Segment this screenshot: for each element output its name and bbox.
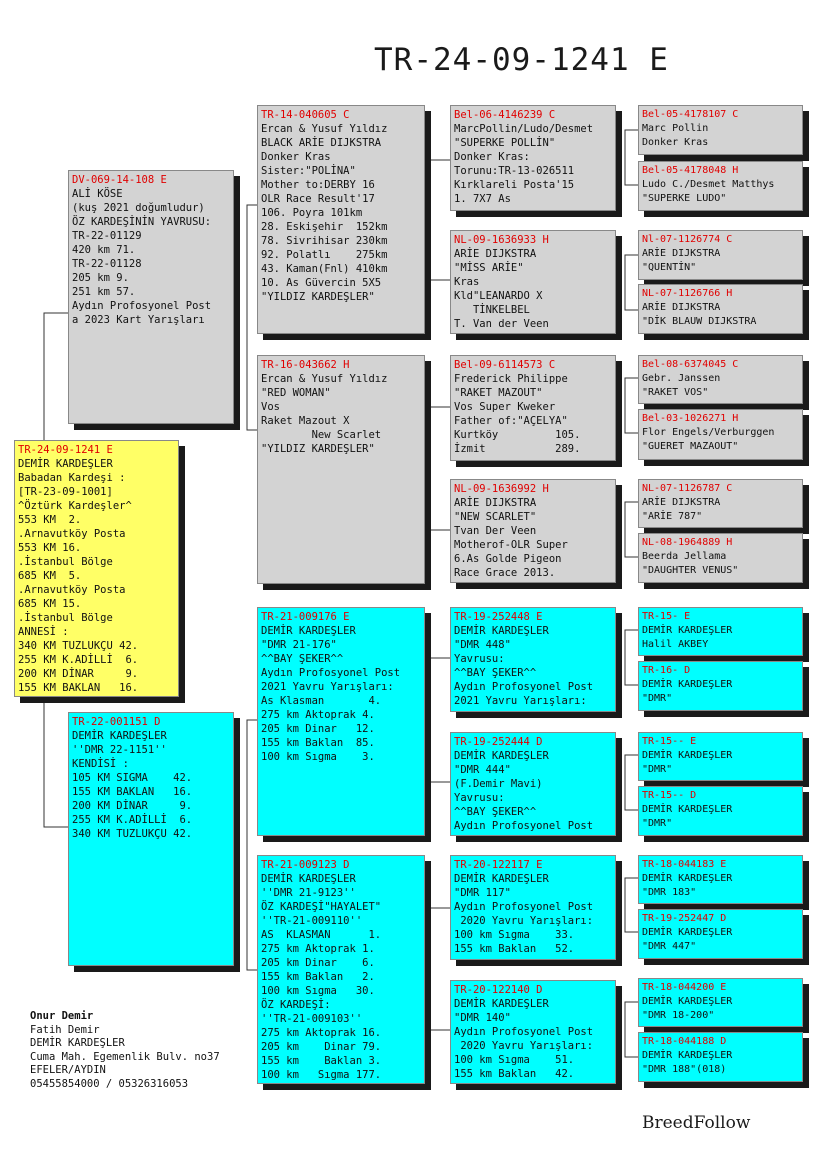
detail-line: .İstanbul Bölge bbox=[18, 612, 113, 624]
detail-line: DEMİR KARDEŞLER bbox=[642, 873, 733, 884]
ring-number: TR-15- E bbox=[642, 611, 691, 622]
detail-line: Aydın Profosyonel Post bbox=[454, 901, 594, 913]
detail-line: DEMİR KARDEŞLER bbox=[454, 625, 549, 637]
detail-line: As Klasman 4. bbox=[261, 695, 382, 707]
gen5-card-14 bbox=[638, 909, 803, 959]
detail-line: [TR-23-09-1001] bbox=[18, 486, 113, 498]
ring-number: TR-18-044200 E bbox=[642, 982, 727, 993]
gen5-card-2 bbox=[638, 161, 803, 211]
sire-dam-dam-card bbox=[450, 479, 616, 583]
card-details bbox=[642, 426, 799, 454]
detail-line: TR-22-01129 bbox=[72, 230, 142, 242]
detail-line: ARİE DIJKSTRA bbox=[642, 248, 721, 259]
sire-dam-sire-card bbox=[450, 355, 616, 461]
detail-line: 685 KM 5. bbox=[18, 570, 82, 582]
detail-line: ALİ KÖSE bbox=[72, 188, 123, 200]
card-details bbox=[642, 247, 799, 275]
detail-line: Sister:"POLİNA" bbox=[261, 165, 356, 177]
detail-line: "DMR 183" bbox=[642, 887, 697, 898]
detail-line: Kırklareli Posta'15 bbox=[454, 179, 575, 191]
detail-line: ^^BAY ŞEKER^^ bbox=[454, 667, 537, 679]
ring-number: NL-09-1636933 H bbox=[454, 234, 549, 246]
ring-number: Bel-08-6374045 C bbox=[642, 359, 739, 370]
detail-line: DEMİR KARDEŞLER bbox=[454, 873, 549, 885]
card-details bbox=[642, 872, 799, 900]
card-details bbox=[72, 729, 230, 841]
ring-number: TR-20-122117 E bbox=[454, 859, 543, 871]
detail-line: "GUERET MAZAOUT" bbox=[642, 441, 739, 452]
dam-dam-dam-card bbox=[450, 980, 616, 1084]
detail-line: "YILDIZ KARDEŞLER" bbox=[261, 443, 375, 455]
gen5-card-7 bbox=[638, 479, 803, 528]
detail-line: BLACK ARİE DIJKSTRA bbox=[261, 137, 382, 149]
detail-line: DEMİR KARDEŞLER bbox=[261, 625, 356, 637]
detail-line: T. Van der Veen bbox=[454, 318, 549, 330]
card-details bbox=[642, 995, 799, 1023]
detail-line: Marc Pollin bbox=[642, 123, 709, 134]
detail-line: DEMİR KARDEŞLER bbox=[642, 679, 733, 690]
detail-line: 100 km Sıgma 3. bbox=[261, 751, 375, 763]
detail-line: "DMR 117" bbox=[454, 887, 511, 899]
sire-sire-sire-card bbox=[450, 105, 616, 211]
detail-line: "DMR 18-200" bbox=[642, 1010, 715, 1021]
ring-number: TR-16- D bbox=[642, 665, 691, 676]
ring-number: TR-14-040605 C bbox=[261, 109, 350, 121]
detail-line: "DMR" bbox=[642, 693, 673, 704]
ring-number: TR-19-252444 D bbox=[454, 736, 543, 748]
card-details bbox=[261, 624, 421, 764]
gen5-card-8 bbox=[638, 533, 803, 583]
detail-line: 255 KM K.ADİLLİ 6. bbox=[72, 814, 193, 826]
detail-line: "NEW SCARLET" bbox=[454, 511, 537, 523]
detail-line: 100 km Sıgma 51. bbox=[454, 1054, 575, 1066]
detail-line: KENDİSİ : bbox=[72, 758, 129, 770]
detail-line: DEMİR KARDEŞLER bbox=[642, 1050, 733, 1061]
detail-line: İzmit 289. bbox=[454, 443, 581, 455]
detail-line: 43. Kaman(Fnl) 410km bbox=[261, 263, 388, 275]
detail-line: New Scarlet bbox=[261, 429, 382, 441]
detail-line: 28. Eskişehir 152km bbox=[261, 221, 388, 233]
detail-line: Kld"LEANARDO X bbox=[454, 290, 543, 302]
detail-line: 106. Poyra 101km bbox=[261, 207, 363, 219]
detail-line: 10. As Güvercin 5X5 bbox=[261, 277, 382, 289]
detail-line: 92. Polatlı 275km bbox=[261, 249, 388, 261]
detail-line: "MİSS ARİE" bbox=[454, 262, 524, 274]
detail-line: 340 KM TUZLUKÇU 42. bbox=[72, 828, 193, 840]
dam-sire-sire-card bbox=[450, 607, 616, 712]
detail-line: DEMİR KARDEŞLER bbox=[72, 730, 167, 742]
ring-number: Bel-03-1026271 H bbox=[642, 413, 739, 424]
detail-line: 340 KM TUZLUKÇU 42. bbox=[18, 640, 139, 652]
detail-line: Race Grace 2013. bbox=[454, 567, 556, 579]
detail-line: ''DMR 22-1151'' bbox=[72, 744, 167, 756]
detail-line: "SUPERKE POLLİN" bbox=[454, 137, 556, 149]
detail-line: Raket Mazout X bbox=[261, 415, 350, 427]
card-details bbox=[18, 457, 175, 695]
dam-card bbox=[68, 712, 234, 966]
gen5-card-13 bbox=[638, 855, 803, 904]
ring-number: TR-21-009123 D bbox=[261, 859, 350, 871]
detail-line: DEMİR KARDEŞLER bbox=[642, 804, 733, 815]
gen5-card-9 bbox=[638, 607, 803, 656]
card-details bbox=[642, 550, 799, 578]
detail-line: "DAUGHTER VENUS" bbox=[642, 565, 739, 576]
detail-line: 155 km Baklan 3. bbox=[261, 1055, 382, 1067]
detail-line: 275 km Aktoprak 1. bbox=[261, 943, 375, 955]
ring-number: TR-19-252447 D bbox=[642, 913, 727, 924]
card-details bbox=[454, 749, 612, 833]
detail-line: .İstanbul Bölge bbox=[18, 556, 113, 568]
detail-line: ''TR-21-009103'' bbox=[261, 1013, 363, 1025]
detail-line: "DMR 188"(018) bbox=[642, 1064, 727, 1075]
sire-card bbox=[68, 170, 234, 424]
detail-line: Aydın Profosyonel Post bbox=[454, 681, 594, 693]
detail-line: "DİK BLAUW DIJKSTRA bbox=[642, 316, 757, 327]
detail-line: Halil AKBEY bbox=[642, 639, 709, 650]
brand-logo: BreedFollow bbox=[642, 1113, 751, 1133]
card-details bbox=[642, 178, 799, 206]
ring-number: NL-08-1964889 H bbox=[642, 537, 733, 548]
detail-line: Torunu:TR-13-026511 bbox=[454, 165, 575, 177]
detail-line: DEMİR KARDEŞLER bbox=[18, 458, 113, 470]
detail-line: 78. Sivrihisar 230km bbox=[261, 235, 388, 247]
detail-line: 205 km Dinar 6. bbox=[261, 957, 375, 969]
card-details bbox=[454, 122, 612, 206]
detail-line: ''DMR 21-9123'' bbox=[261, 887, 356, 899]
sire-sire-dam-card bbox=[450, 230, 616, 334]
dam-sire-dam-card bbox=[450, 732, 616, 836]
card-details bbox=[642, 926, 799, 954]
detail-line: AS KLASMAN 1. bbox=[261, 929, 382, 941]
detail-line: "QUENTİN" bbox=[642, 262, 697, 273]
ring-number: TR-21-009176 E bbox=[261, 611, 350, 623]
detail-line: ANNESİ : bbox=[18, 626, 69, 638]
detail-line: Kurtköy 105. bbox=[454, 429, 581, 441]
detail-line: OLR Race Result'17 bbox=[261, 193, 375, 205]
ring-number: TR-15-- E bbox=[642, 736, 697, 747]
card-details bbox=[642, 1049, 799, 1077]
gen5-card-10 bbox=[638, 661, 803, 711]
ring-number: TR-22-001151 D bbox=[72, 716, 161, 728]
detail-line: "DMR 447" bbox=[642, 941, 697, 952]
detail-line: 251 km 57. bbox=[72, 286, 136, 298]
gen5-card-15 bbox=[638, 978, 803, 1027]
detail-line: 105 KM SIGMA 42. bbox=[72, 772, 193, 784]
dam-sire-card bbox=[257, 607, 425, 836]
detail-line: 155 KM BAKLAN 16. bbox=[18, 682, 139, 694]
detail-line: "DMR 444" bbox=[454, 764, 511, 776]
card-details bbox=[261, 872, 421, 1082]
owner-line: DEMİR KARDEŞLER bbox=[30, 1037, 125, 1049]
ring-number: NL-07-1126787 C bbox=[642, 483, 733, 494]
card-details bbox=[642, 749, 799, 777]
detail-line: Beerda Jellama bbox=[642, 551, 727, 562]
detail-line: 155 km Baklan 2. bbox=[261, 971, 375, 983]
card-details bbox=[72, 187, 230, 327]
detail-line: ÖZ KARDEŞİNİN YAVRUSU: bbox=[72, 216, 212, 228]
detail-line: 553 KM 16. bbox=[18, 542, 82, 554]
detail-line: Ercan & Yusuf Yıldız bbox=[261, 123, 388, 135]
detail-line: ^^BAY ŞEKER^^ bbox=[261, 653, 344, 665]
detail-line: Motherof-OLR Super bbox=[454, 539, 568, 551]
owner-line: EFELER/AYDIN bbox=[30, 1064, 106, 1076]
owner-info bbox=[30, 1010, 220, 1091]
ring-number: TR-20-122140 D bbox=[454, 984, 543, 996]
detail-line: DEMİR KARDEŞLER bbox=[642, 927, 733, 938]
detail-line: DEMİR KARDEŞLER bbox=[261, 873, 356, 885]
card-details bbox=[454, 624, 612, 708]
card-details bbox=[642, 372, 799, 400]
card-details bbox=[642, 803, 799, 831]
detail-line: 100 km Sıgma 30. bbox=[261, 985, 375, 997]
detail-line: DEMİR KARDEŞLER bbox=[642, 996, 733, 1007]
ring-number: Bel-05-4178107 C bbox=[642, 109, 739, 120]
detail-line: Aydın Profosyonel Post bbox=[72, 300, 212, 312]
detail-line: Kras bbox=[454, 276, 480, 288]
detail-line: ''TR-21-009110'' bbox=[261, 915, 363, 927]
detail-line: 255 KM K.ADİLLİ 6. bbox=[18, 654, 139, 666]
detail-line: 200 KM DİNAR 9. bbox=[18, 668, 139, 680]
detail-line: "DMR 21-176" bbox=[261, 639, 337, 651]
detail-line: Donker Kras: bbox=[454, 151, 530, 163]
detail-line: 2020 Yavru Yarışları: bbox=[454, 915, 594, 927]
detail-line: 205 km 9. bbox=[72, 272, 129, 284]
dam-dam-card bbox=[257, 855, 425, 1084]
sire-sire-card bbox=[257, 105, 425, 334]
ring-number: NL-09-1636992 H bbox=[454, 483, 549, 495]
detail-line: "YILDIZ KARDEŞLER" bbox=[261, 291, 375, 303]
detail-line: DEMİR KARDEŞLER bbox=[642, 750, 733, 761]
ring-number: Bel-09-6114573 C bbox=[454, 359, 556, 371]
detail-line: Mother to:DERBY 16 bbox=[261, 179, 375, 191]
detail-line: 155 KM BAKLAN 16. bbox=[72, 786, 193, 798]
detail-line: 155 km Baklan 52. bbox=[454, 943, 575, 955]
detail-line: Yavrusu: bbox=[454, 653, 505, 665]
detail-line: "DMR 140" bbox=[454, 1012, 511, 1024]
detail-line: "DMR 448" bbox=[454, 639, 511, 651]
owner-line: Cuma Mah. Egemenlik Bulv. no37 bbox=[30, 1050, 220, 1063]
detail-line: .Arnavutköy Posta bbox=[18, 584, 126, 596]
detail-line: TİNKELBEL bbox=[454, 304, 530, 316]
detail-line: Yavrusu: bbox=[454, 792, 505, 804]
card-details bbox=[642, 301, 799, 329]
subject-card bbox=[14, 440, 179, 697]
detail-line: (kuş 2021 doğumludur) bbox=[72, 202, 205, 214]
detail-line: Donker Kras bbox=[261, 151, 331, 163]
card-details bbox=[454, 372, 612, 456]
detail-line: DEMİR KARDEŞLER bbox=[454, 998, 549, 1010]
ring-number: TR-24-09-1241 E bbox=[18, 444, 113, 456]
dam-dam-sire-card bbox=[450, 855, 616, 960]
detail-line: ^Öztürk Kardeşler^ bbox=[18, 500, 132, 512]
card-details bbox=[454, 247, 612, 331]
owner-line: Onur Demir bbox=[30, 1010, 94, 1022]
detail-line: Gebr. Janssen bbox=[642, 373, 721, 384]
detail-line: Aydın Profosyonel Post bbox=[454, 1026, 594, 1038]
detail-line: 6.As Golde Pigeon bbox=[454, 553, 562, 565]
detail-line: Ercan & Yusuf Yıldız bbox=[261, 373, 388, 385]
detail-line: 155 km Baklan 85. bbox=[261, 737, 375, 749]
detail-line: DEMİR KARDEŞLER bbox=[642, 625, 733, 636]
detail-line: Flor Engels/Verburggen bbox=[642, 427, 775, 438]
pedigree-title: TR-24-09-1241 E bbox=[374, 42, 669, 78]
detail-line: Father of:"AÇELYA" bbox=[454, 415, 568, 427]
detail-line: 155 km Baklan 42. bbox=[454, 1068, 575, 1080]
detail-line: ARİE DIJKSTRA bbox=[642, 302, 721, 313]
card-details bbox=[642, 122, 799, 150]
detail-line: Donker Kras bbox=[642, 137, 709, 148]
detail-line: 2020 Yavru Yarışları: bbox=[454, 1040, 594, 1052]
card-details bbox=[642, 624, 799, 652]
ring-number: Bel-06-4146239 C bbox=[454, 109, 556, 121]
ring-number: TR-16-043662 H bbox=[261, 359, 350, 371]
detail-line: "RED WOMAN" bbox=[261, 387, 331, 399]
detail-line: "ARİE 787" bbox=[642, 511, 703, 522]
detail-line: Aydın Profosyonel Post bbox=[261, 667, 401, 679]
detail-line: 205 km Dinar 79. bbox=[261, 1041, 382, 1053]
gen5-card-1 bbox=[638, 105, 803, 155]
detail-line: 100 km Sıgma 177. bbox=[261, 1069, 382, 1081]
detail-line: Aydın Profosyonel Post bbox=[454, 820, 594, 832]
ring-number: NL-07-1126766 H bbox=[642, 288, 733, 299]
ring-number: Nl-07-1126774 C bbox=[642, 234, 733, 245]
card-details bbox=[454, 872, 612, 956]
ring-number: TR-19-252448 E bbox=[454, 611, 543, 623]
gen5-card-16 bbox=[638, 1032, 803, 1082]
gen5-card-6 bbox=[638, 409, 803, 460]
card-details bbox=[642, 678, 799, 706]
card-details bbox=[454, 997, 612, 1081]
detail-line: .Arnavutköy Posta bbox=[18, 528, 126, 540]
gen5-card-5 bbox=[638, 355, 803, 404]
detail-line: a 2023 Kart Yarışları bbox=[72, 314, 205, 326]
detail-line: 685 KM 15. bbox=[18, 598, 82, 610]
detail-line: 275 km Aktoprak 4. bbox=[261, 709, 375, 721]
detail-line: Ludo C./Desmet Matthys bbox=[642, 179, 775, 190]
gen5-card-4 bbox=[638, 284, 803, 334]
detail-line: ARİE DIJKSTRA bbox=[454, 497, 537, 509]
detail-line: 205 km Dinar 12. bbox=[261, 723, 375, 735]
detail-line: 2021 Yavru Yarışları: bbox=[261, 681, 394, 693]
card-details bbox=[261, 122, 421, 304]
detail-line: ARİE DIJKSTRA bbox=[454, 248, 537, 260]
detail-line: Frederick Philippe bbox=[454, 373, 568, 385]
detail-line: 553 KM 2. bbox=[18, 514, 82, 526]
detail-line: TR-22-01128 bbox=[72, 258, 142, 270]
ring-number: TR-18-044188 D bbox=[642, 1036, 727, 1047]
detail-line: "SUPERKE LUDO" bbox=[642, 193, 727, 204]
detail-line: (F.Demir Mavi) bbox=[454, 778, 543, 790]
detail-line: ARİE DIJKSTRA bbox=[642, 497, 721, 508]
card-details bbox=[642, 496, 799, 524]
card-details bbox=[454, 496, 612, 580]
detail-line: ÖZ KARDEŞİ"HAYALET" bbox=[261, 901, 382, 913]
detail-line: 200 KM DİNAR 9. bbox=[72, 800, 193, 812]
ring-number: DV-069-14-108 E bbox=[72, 174, 167, 186]
owner-line: 05455854000 / 05326316053 bbox=[30, 1077, 189, 1090]
detail-line: Tvan Der Veen bbox=[454, 525, 537, 537]
detail-line: MarcPollin/Ludo/Desmet bbox=[454, 123, 594, 135]
detail-line: 2021 Yavru Yarışları: bbox=[454, 695, 587, 707]
detail-line: Babadan Kardeşi : bbox=[18, 472, 126, 484]
detail-line: 275 km Aktoprak 16. bbox=[261, 1027, 382, 1039]
sire-dam-card bbox=[257, 355, 425, 584]
detail-line: 420 km 71. bbox=[72, 244, 136, 256]
card-details bbox=[261, 372, 421, 456]
detail-line: ^^BAY ŞEKER^^ bbox=[454, 806, 537, 818]
detail-line: "RAKET MAZOUT" bbox=[454, 387, 543, 399]
detail-line: "DMR" bbox=[642, 818, 673, 829]
ring-number: TR-18-044183 E bbox=[642, 859, 727, 870]
ring-number: Bel-05-4178048 H bbox=[642, 165, 739, 176]
detail-line: "RAKET VOS" bbox=[642, 387, 709, 398]
owner-line: Fatih Demir bbox=[30, 1023, 100, 1036]
ring-number: TR-15-- D bbox=[642, 790, 697, 801]
detail-line: 1. 7X7 As bbox=[454, 193, 511, 205]
detail-line: Vos bbox=[261, 401, 280, 413]
gen5-card-12 bbox=[638, 786, 803, 836]
detail-line: "DMR" bbox=[642, 764, 673, 775]
gen5-card-3 bbox=[638, 230, 803, 280]
detail-line: ÖZ KARDEŞİ: bbox=[261, 999, 331, 1011]
gen5-card-11 bbox=[638, 732, 803, 781]
detail-line: Vos Super Kweker bbox=[454, 401, 556, 413]
detail-line: 100 km Sıgma 33. bbox=[454, 929, 575, 941]
detail-line: DEMİR KARDEŞLER bbox=[454, 750, 549, 762]
